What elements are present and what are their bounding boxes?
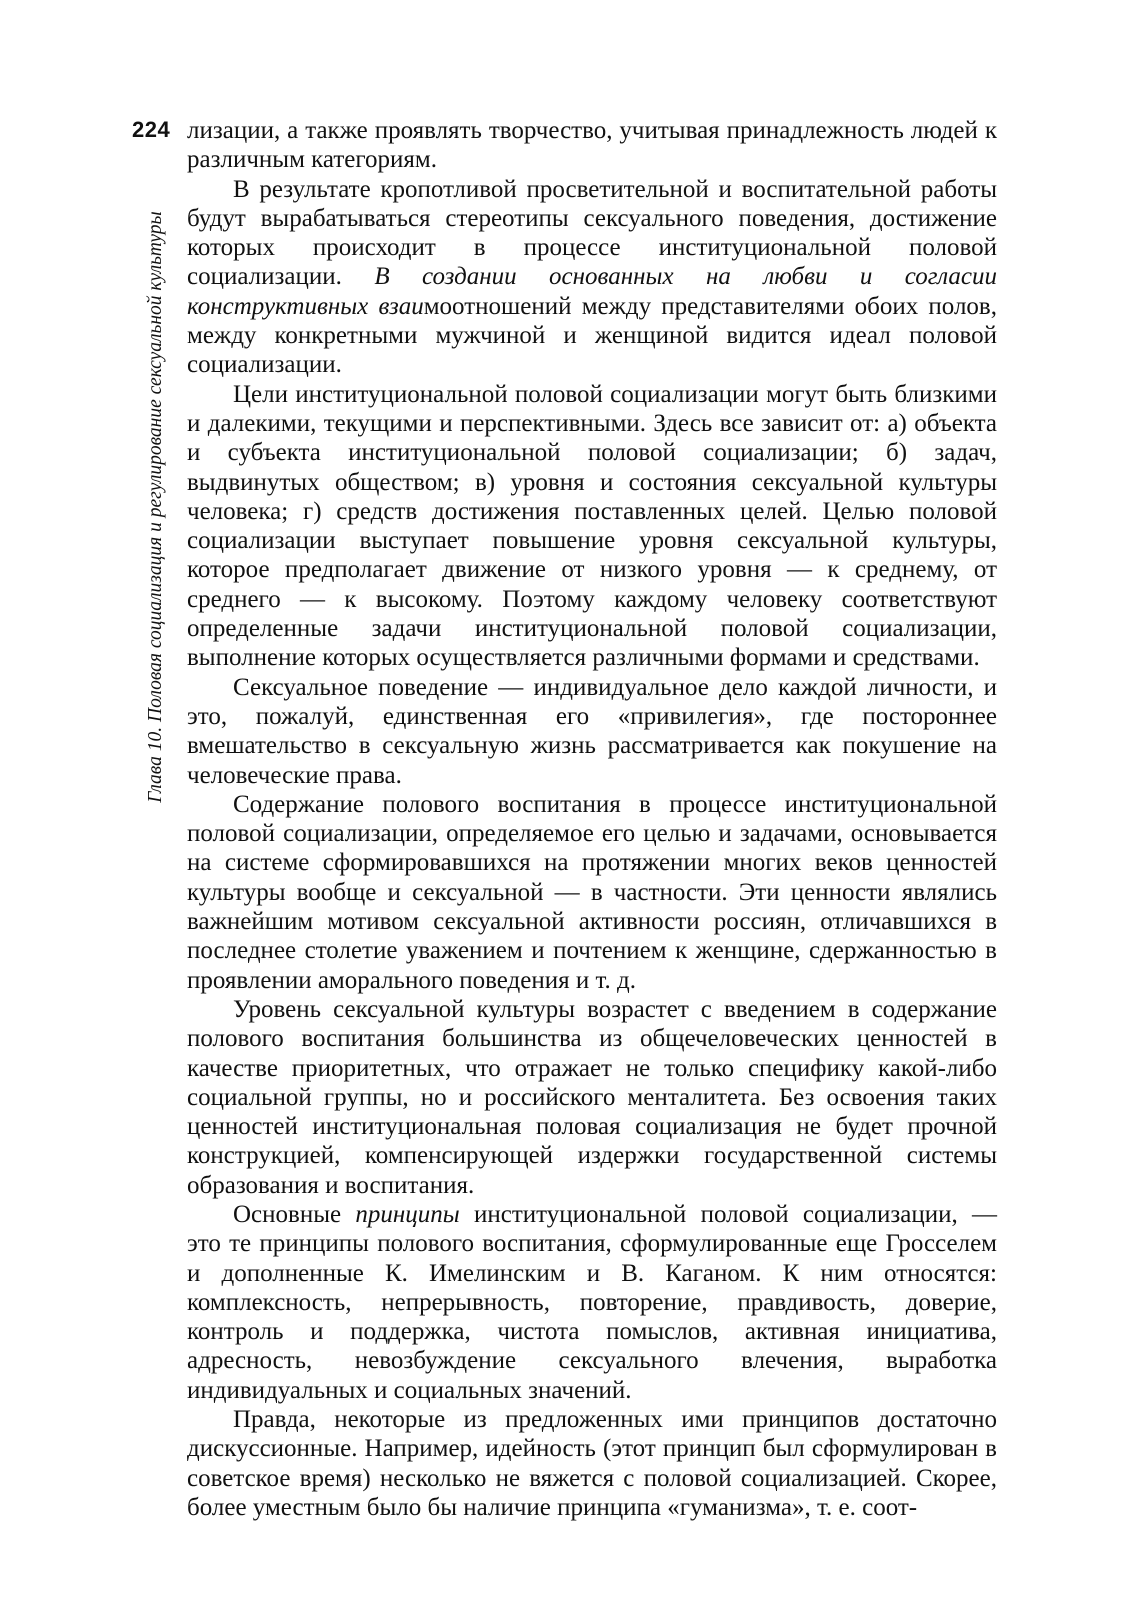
paragraph-principles-emphasis: принципы — [355, 1200, 460, 1228]
paragraph-discussion: Правда, некоторые из предложенных ими принципов достаточно дискуссионные. Например, идейность (этот принцип был сформулирован в советское время) несколько не вяжется с половой социализацией. Скорее, более уместным было бы наличие принципа «гуманизма», т. е. соот- — [187, 1406, 997, 1521]
paragraph-level: Уровень сексуальной культуры возрастет с введением в содержание полового воспитания большинства из общечеловеческих ценностей в качестве приоритетных, что отражает не только специфику какой-либо социальной группы, но и российского менталитета. Без освоения таких ценностей институциональная половая социализация не будет прочной конструкцией, компенсирующей издержки государственной системы образования и воспитания. — [187, 995, 997, 1199]
paragraph-behavior: Сексуальное поведение — индивидуальное дело каждой личности, и это, пожалуй, единственная его «привилегия», где постороннее вмешательство в сексуальную жизнь рассматривается как покушение на человеческие права. — [187, 673, 997, 789]
paragraph-principles — [187, 1200, 997, 1405]
page-number: 224 — [132, 117, 171, 142]
paragraph-goals: Цели институциональной половой социализации могут быть близкими и далекими, текущими и перспективными. Здесь все зависит от: а) объекта и субъекта институциональной половой социализации; б) задач, выдвинутых обществом; в) уровня и состояния сексуальной культуры человека; г) средств достижения поставленных целей. Целью половой социализации выступает повышение уровня сексуальной культуры, которое предполагает движение от низкого уровня — к среднему, от среднего — к высокому. Поэтому каждому человеку соответствуют определенные задачи институциональной половой социализации, выполнение которых осуществляется различными формами и средствами. — [187, 380, 997, 672]
body-text — [187, 116, 997, 1522]
paragraph-stereotypes-start: В результате кропотливой просветительной и воспитательной работы будут вырабатываться стереотипы сексуального поведения, достижение которых происходит в процессе институциональной половой социализации. — [187, 175, 997, 291]
paragraph-continuation: лизации, а также проявлять творчество, учитывая принадлежность людей к различным категориям. — [187, 117, 997, 174]
paragraph-stereotypes-end: моотношений между представителями обоих полов, между конкретными мужчиной и женщиной видится идеал половой социализации. — [187, 292, 997, 379]
running-head-text: Глава 10. Половая социализация и регулирование сексуальной культуры — [145, 211, 166, 803]
paragraph-principles-start: Основные — [233, 1200, 356, 1228]
paragraph-stereotypes-emphasis: В создании основанных на любви и согласии конструктивных взаи — [187, 263, 997, 320]
paragraph-principles-end: институциональной половой социализации, — это те принципы полового воспитания, сформулированные еще Гросселем и дополненные К. Имелинским и В. Каганом. К ним относятся: комплексность, непрерывность, повторение, правдивость, доверие, контроль и поддержка, чистота помыслов, активная инициатива, адресность, невозбуждение сексуального влечения, выработка индивидуальных и социальных значений. — [187, 1200, 998, 1404]
paragraph-content: Содержание полового воспитания в процессе институциональной половой социализации, определяемое его целью и задачами, основывается на системе сформировавшихся на протяжении многих веков ценностей культуры вообще и сексуальной — в частности. Эти ценности являлись важнейшим мотивом сексуальной активности россиян, отличавшихся в последнее столетие уважением и почтением к женщине, сдержанностью в проявлении аморального поведения и т. д. — [187, 790, 997, 994]
paragraph-stereotypes — [187, 175, 997, 380]
